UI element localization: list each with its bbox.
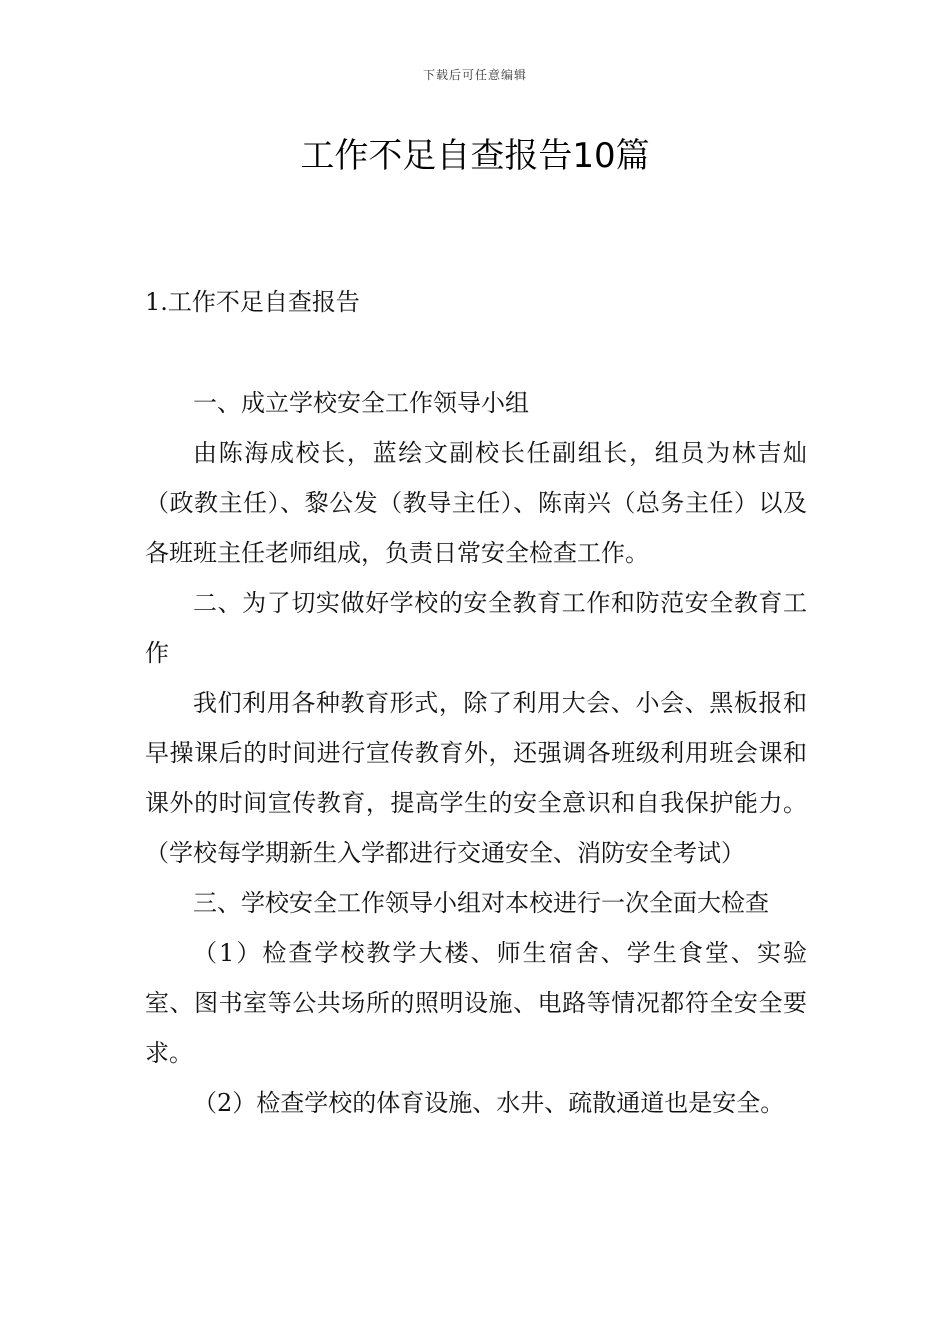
paragraph-heading-3: 三、学校安全工作领导小组对本校进行一次全面大检查 [193,889,769,917]
paragraph: （1）检查学校教学大楼、师生宿舍、学生食堂、实验室、图书室等公共场所的照明设施、电路等情况都符全安全要求。 [145,939,807,1067]
paragraph-heading-1: 一、成立学校安全工作领导小组 [193,389,529,417]
document-body [145,378,807,1128]
paragraph: 由陈海成校长，蓝绘文副校长任副组长，组员为林吉灿（政教主任）、黎公发（教导主任）、陈南兴（总务主任）以及各班班主任老师组成，负责日常安全检查工作。 [145,439,807,567]
document-title: 工作不足自查报告10篇 [300,136,650,176]
paragraph-heading-2: 二、为了切实做好学校的安全教育工作和防范安全教育工作 [145,589,807,667]
paragraph: （2）检查学校的体育设施、水井、疏散通道也是安全。 [193,1089,785,1117]
header-note: 下载后可任意编辑 [422,68,527,82]
section-heading: 1.工作不足自查报告 [145,288,360,316]
paragraph: 我们利用各种教育形式，除了利用大会、小会、黑板报和早操课后的时间进行宣传教育外，还强调各班级利用班会课和课外的时间宣传教育，提高学生的安全意识和自我保护能力。（学校每学期新生入学都进行交通安全、消防安全考试） [145,689,807,867]
